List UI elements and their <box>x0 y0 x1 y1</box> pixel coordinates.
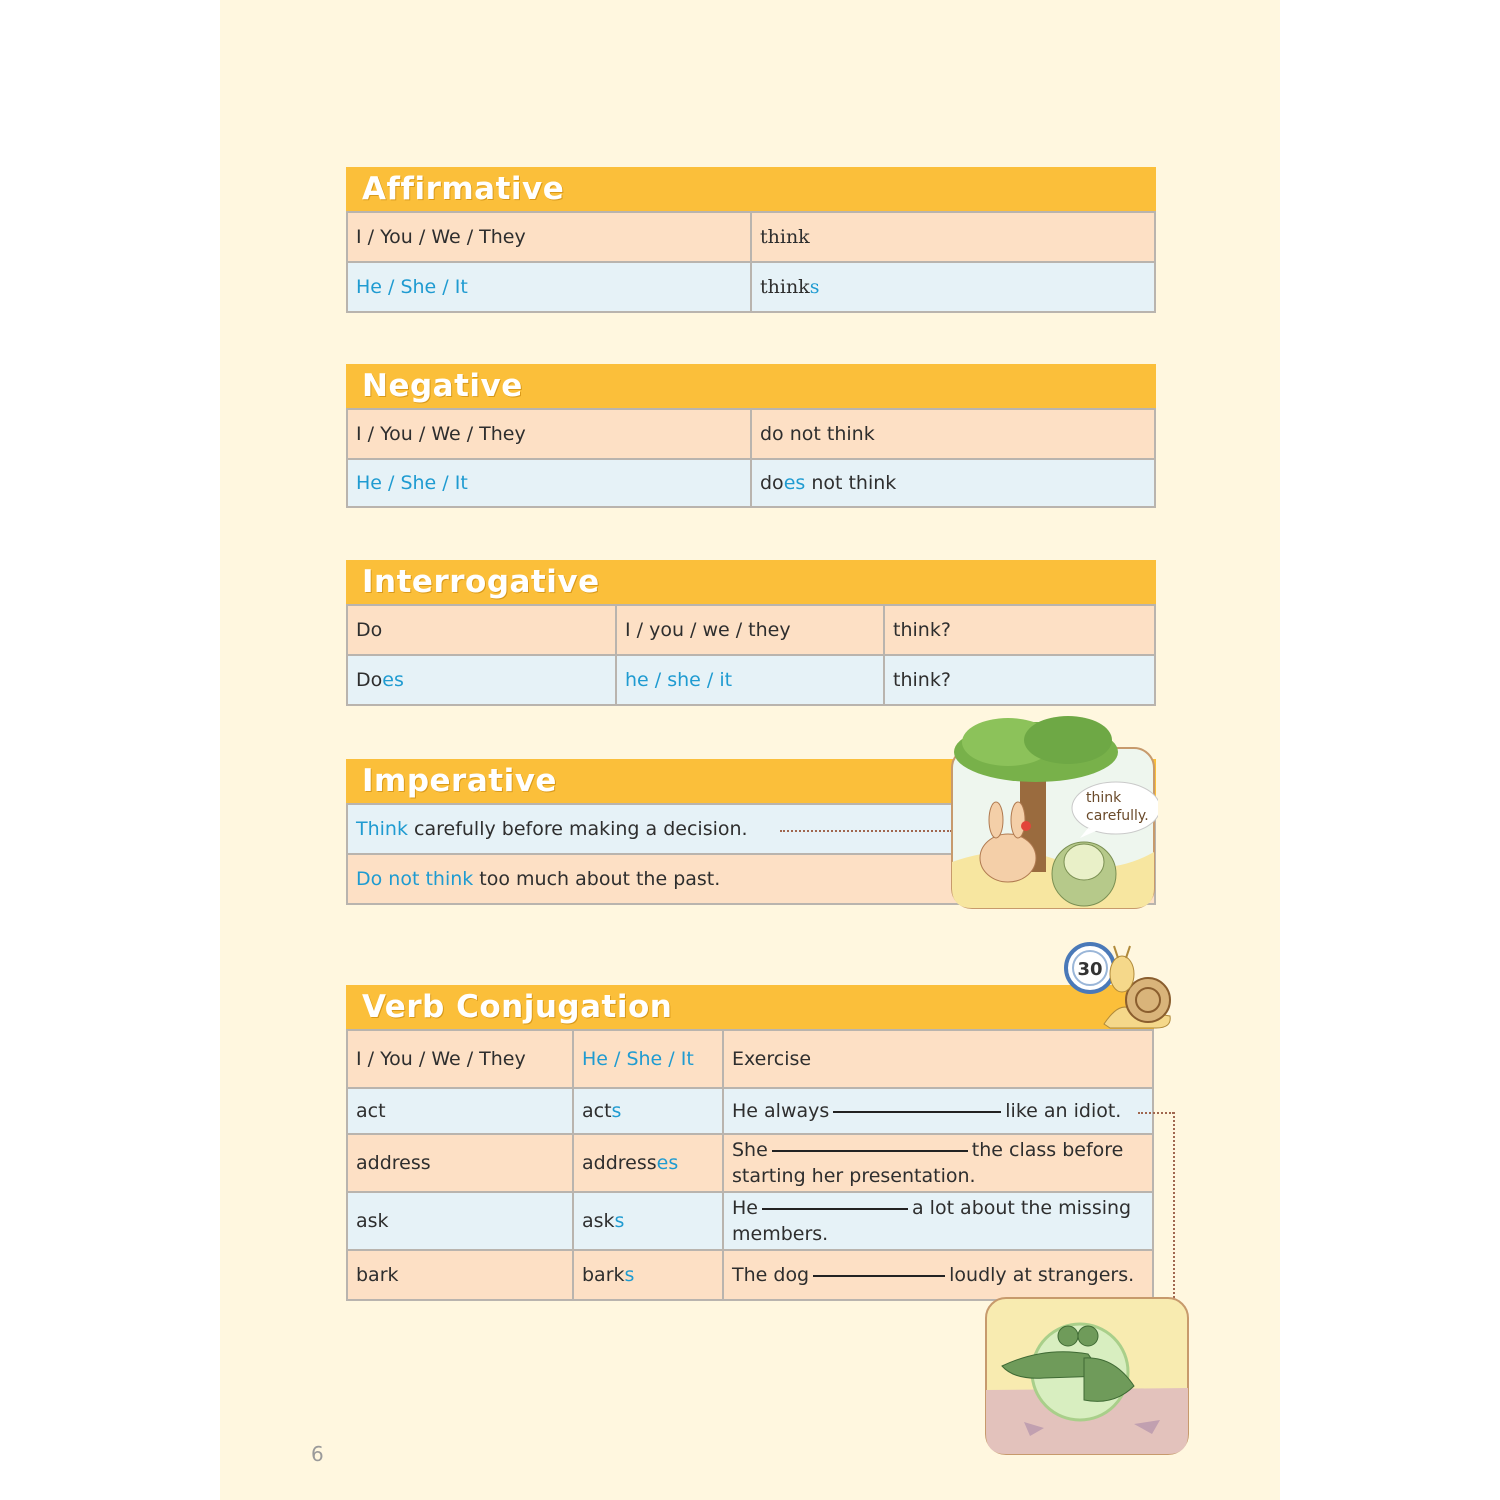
pointer-line <box>780 830 952 832</box>
header-singular: He / She / It <box>573 1030 723 1088</box>
base-verb: act <box>347 1088 573 1134</box>
conjugated-verb: asks <box>573 1192 723 1250</box>
exercise-sentence: The dog loudly at strangers. <box>723 1250 1153 1300</box>
base-verb: address <box>347 1134 573 1192</box>
table-row <box>347 1192 1153 1250</box>
table-row <box>347 1134 1153 1192</box>
verb-cell: think <box>751 212 1155 262</box>
imperative-sentence: Do not think too much about the past. <box>347 854 1155 904</box>
answer-blank[interactable] <box>813 1274 945 1277</box>
conjugated-verb: acts <box>573 1088 723 1134</box>
affirmative-section <box>346 167 1156 313</box>
exercise-sentence: He a lot about the missing members. <box>723 1192 1153 1250</box>
subject-cell: I / You / We / They <box>347 409 751 459</box>
conjugated-verb: addresses <box>573 1134 723 1192</box>
subject-cell: I / you / we / they <box>616 605 884 655</box>
answer-blank[interactable] <box>833 1110 1001 1113</box>
crocodile-illustration <box>984 1296 1190 1456</box>
subject-cell: I / You / We / They <box>347 212 751 262</box>
verb-cell: do not think <box>751 409 1155 459</box>
conjugated-verb: barks <box>573 1250 723 1300</box>
table-row <box>347 655 1155 705</box>
subject-cell: he / she / it <box>616 655 884 705</box>
aux-cell: Do <box>347 605 616 655</box>
negative-title: Negative <box>346 364 1156 408</box>
verb-conjugation-title: Verb Conjugation <box>346 985 1154 1029</box>
negative-section <box>346 364 1156 508</box>
affirmative-table <box>346 211 1156 313</box>
table-row <box>347 409 1155 459</box>
timer-icon: 30 <box>1077 959 1103 980</box>
interrogative-title: Interrogative <box>346 560 1156 604</box>
interrogative-section <box>346 560 1156 706</box>
verb-cell: thinks <box>751 262 1155 312</box>
speech-bubble-line1: think <box>1086 790 1122 806</box>
verb-conjugation-table <box>346 1029 1154 1301</box>
table-row <box>347 459 1155 507</box>
interrogative-table <box>346 604 1156 706</box>
base-verb: bark <box>347 1250 573 1300</box>
verb-cell: think? <box>884 605 1155 655</box>
answer-blank[interactable] <box>762 1207 908 1210</box>
pointer-line <box>1173 1112 1175 1298</box>
affirmative-title: Affirmative <box>346 167 1156 211</box>
exercise-sentence: He always like an idiot. <box>723 1088 1153 1134</box>
verb-cell: does not think <box>751 459 1155 507</box>
exercise-sentence: She the class before starting her presentation. <box>723 1134 1153 1192</box>
base-verb: ask <box>347 1192 573 1250</box>
header-exercise: Exercise <box>723 1030 1153 1088</box>
table-row <box>347 262 1155 312</box>
subject-cell: He / She / It <box>347 459 751 507</box>
table-row <box>347 605 1155 655</box>
imperative-title: Imperative <box>346 759 1156 803</box>
aux-cell: Does <box>347 655 616 705</box>
snail-timer-illustration <box>1060 940 1176 1032</box>
subject-cell: He / She / It <box>347 262 751 312</box>
imperative-sentence: Think carefully before making a decision. <box>347 804 1155 854</box>
header-plural: I / You / We / They <box>347 1030 573 1088</box>
verb-conjugation-section <box>346 985 1154 1301</box>
negative-table <box>346 408 1156 508</box>
answer-blank[interactable] <box>772 1149 968 1152</box>
tree-rabbit-turtle-illustration <box>948 712 1158 912</box>
pointer-line <box>1138 1112 1174 1114</box>
table-row <box>347 1088 1153 1134</box>
verb-cell: think? <box>884 655 1155 705</box>
page-number: 6 <box>311 1442 324 1466</box>
table-header-row <box>347 1030 1153 1088</box>
table-row <box>347 212 1155 262</box>
speech-bubble-line2: carefully. <box>1086 808 1149 824</box>
table-row <box>347 1250 1153 1300</box>
